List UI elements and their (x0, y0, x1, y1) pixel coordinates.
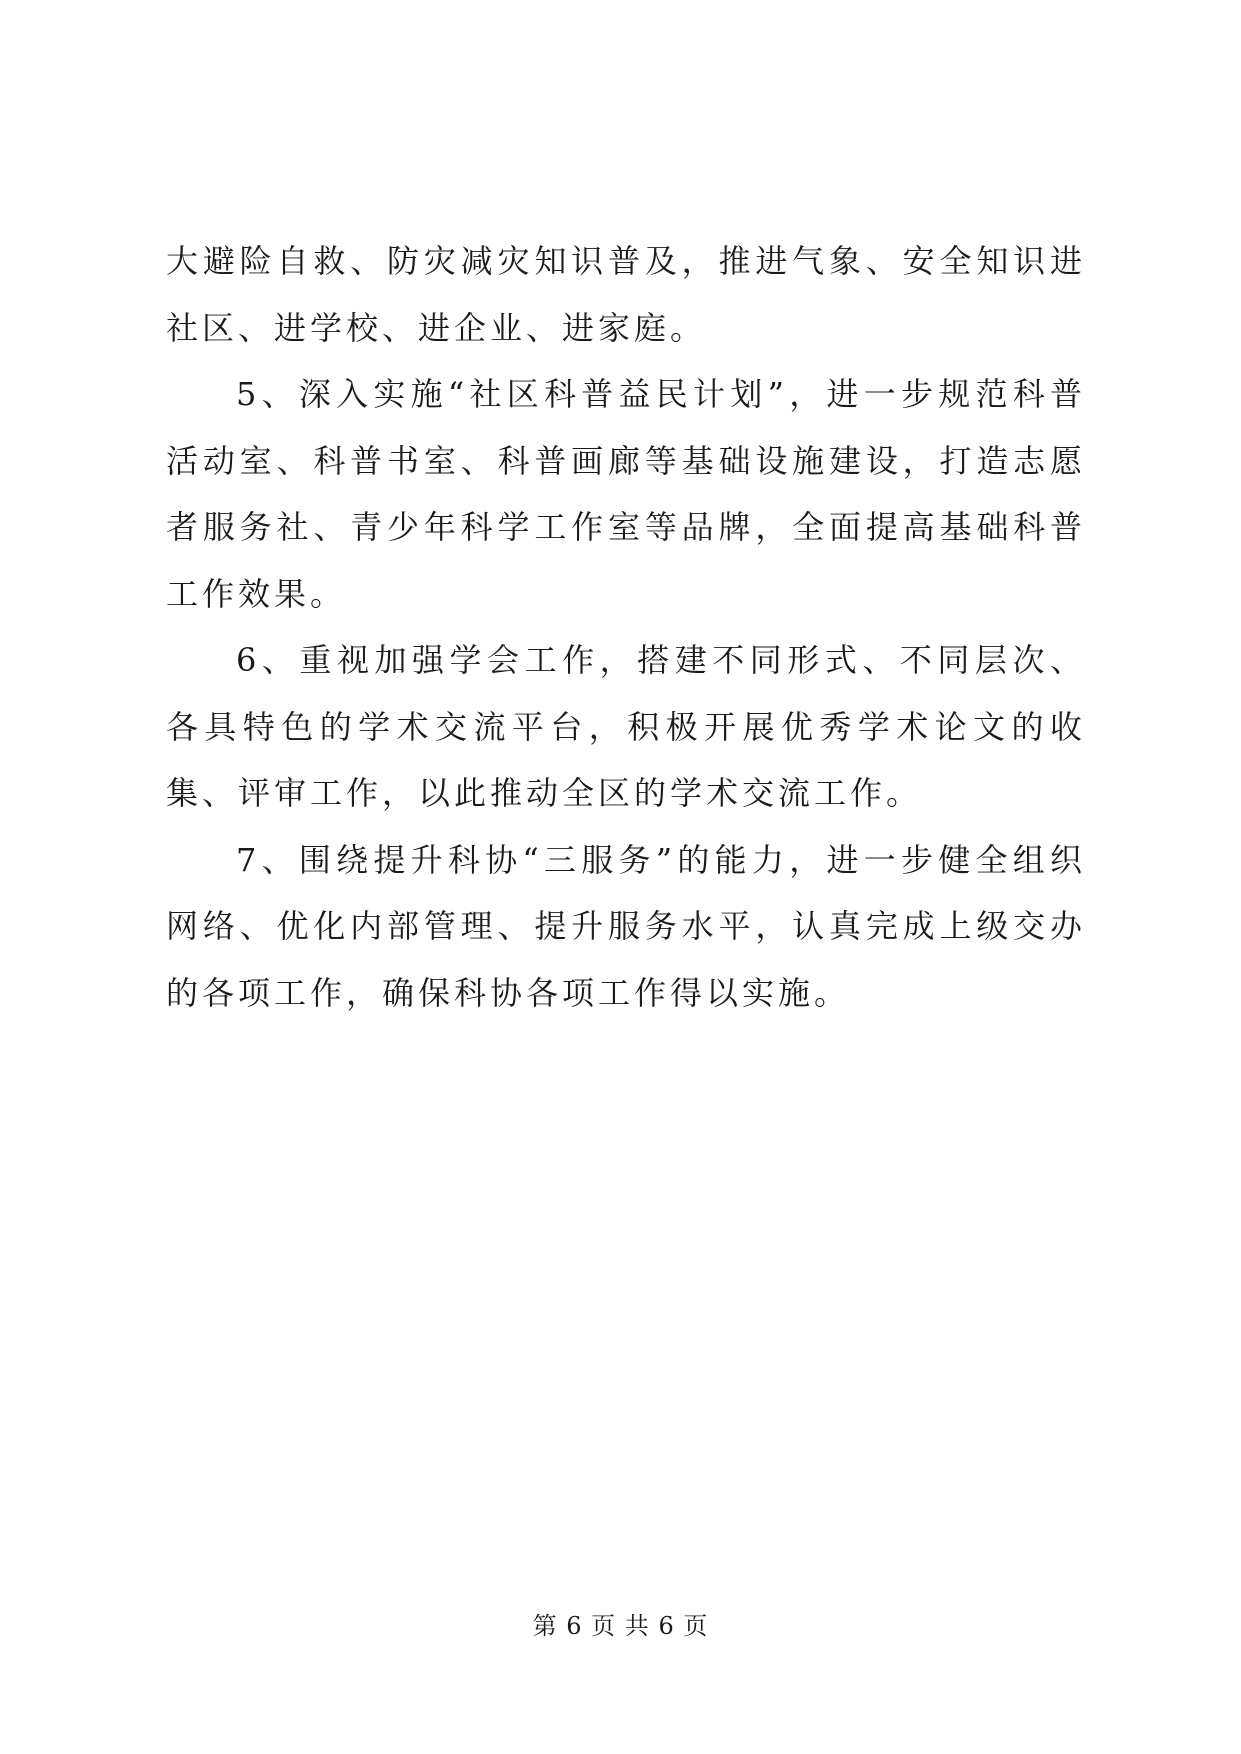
page-number-footer: 第 6 页 共 6 页 (532, 1612, 709, 1640)
paragraph-continuation: 大避险自救、防灾减灾知识普及，推进气象、安全知识进社区、进学校、进企业、进家庭。 (166, 242, 1086, 347)
paragraph-item-7: 7、围绕提升科协“三服务”的能力，进一步健全组织网络、优化内部管理、提升服务水平，认真完成上级交办的各项工作，确保科协各项工作得以实施。 (166, 840, 1086, 1012)
paragraph-item-5: 5、深入实施“社区科普益民计划”，进一步规范科普活动室、科普书室、科普画廊等基础设施建设，打造志愿者服务社、青少年科学工作室等品牌，全面提高基础科普工作效果。 (166, 375, 1086, 613)
paragraph-item-6: 6、重视加强学会工作，搭建不同形式、不同层次、各具特色的学术交流平台，积极开展优秀学术论文的收集、评审工作，以此推动全区的学术交流工作。 (166, 641, 1086, 812)
document-body (166, 228, 1086, 1026)
